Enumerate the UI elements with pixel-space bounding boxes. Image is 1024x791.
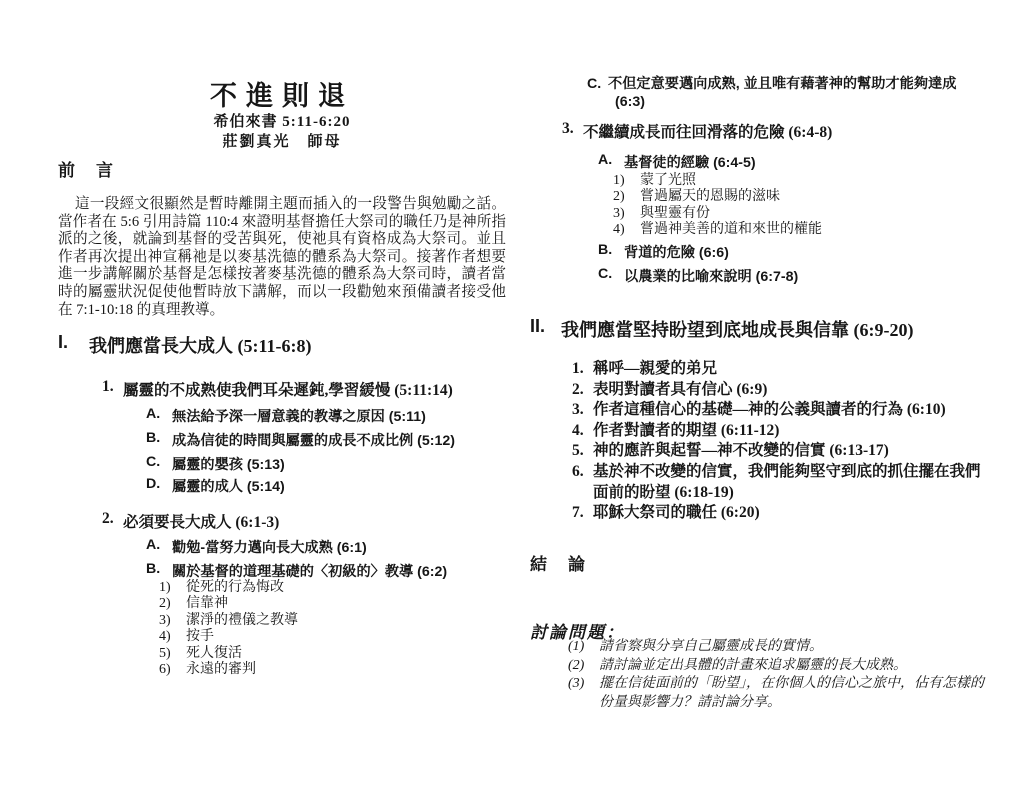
section-2-title: 我們應當堅持盼望到底地成長與信靠 (6:9-20) bbox=[561, 320, 914, 340]
outline-point bbox=[159, 613, 506, 629]
discussion-heading: 討論問題： bbox=[530, 623, 625, 642]
subitem-letter: D. bbox=[146, 476, 161, 492]
outline-item bbox=[572, 421, 992, 442]
section-2-label: II. bbox=[530, 316, 546, 336]
outline-item-2 bbox=[102, 510, 506, 532]
outline-item bbox=[572, 400, 992, 421]
outline-point bbox=[159, 662, 506, 678]
item-number: 3. bbox=[562, 120, 574, 137]
item-number: 3. bbox=[572, 401, 584, 419]
item-text: 神的應許與起誓—神不改變的信實 (6:13-17) bbox=[593, 442, 889, 460]
point-text: 信靠神 bbox=[186, 596, 228, 612]
outline-point bbox=[613, 206, 996, 222]
point-text: 嘗過神美善的道和來世的權能 bbox=[640, 222, 822, 238]
outline-subitem-1B bbox=[146, 430, 506, 450]
point-text: 按手 bbox=[186, 629, 214, 645]
subitem-letter: C. bbox=[587, 76, 602, 92]
section-2-heading bbox=[530, 316, 996, 342]
outline-point bbox=[613, 222, 996, 238]
point-number: 2) bbox=[613, 189, 625, 205]
subitem-text: 成為信徒的時間與屬靈的成長不成比例 (5:12) bbox=[172, 433, 455, 449]
item-text: 基於神不改變的信實，我們能夠堅守到底的抓住擺在我們面前的盼望 (6:18-19) bbox=[593, 462, 981, 501]
section-1-heading bbox=[58, 332, 506, 358]
point-number: 6) bbox=[159, 662, 171, 678]
outline-point bbox=[159, 646, 506, 662]
outline-subitem-2B bbox=[146, 561, 506, 581]
subitem-letter: A. bbox=[146, 537, 161, 553]
question-text: 請省察與分享自己屬靈成長的實情。 bbox=[599, 639, 823, 654]
point-number: 3) bbox=[159, 612, 171, 628]
subitem-text: 屬靈的嬰孩 (5:13) bbox=[172, 457, 285, 473]
question-text: 請討論並定出具體的計畫來追求屬靈的長大成熟。 bbox=[599, 657, 907, 673]
subitem-letter: C. bbox=[598, 266, 613, 282]
point-number: 1) bbox=[613, 173, 625, 188]
outline-points-2B bbox=[159, 580, 506, 678]
outline-subitem-2A bbox=[146, 537, 506, 557]
subitem-text: 不但定意要邁向成熟, 並且唯有藉著神的幫助才能夠達成 bbox=[608, 76, 957, 92]
question-text: 擺在信徒面前的「盼望」，在你個人的信心之旅中，佔有怎樣的份量與影響力？請討論分享。 bbox=[599, 676, 984, 710]
point-number: 4) bbox=[159, 629, 171, 645]
item-number: 6. bbox=[572, 462, 584, 480]
subitem-letter: B. bbox=[146, 561, 161, 577]
outline-points-3A bbox=[613, 173, 996, 239]
point-text: 潔淨的禮儀之教導 bbox=[186, 612, 298, 628]
point-number: 5) bbox=[159, 645, 171, 661]
item-number: 5. bbox=[572, 442, 584, 460]
outline-point bbox=[159, 596, 506, 612]
subitem-letter: A. bbox=[146, 406, 161, 422]
subitem-letter: C. bbox=[146, 454, 161, 470]
point-text: 死人復活 bbox=[186, 645, 242, 661]
item-number: 2. bbox=[102, 510, 114, 527]
item-text: 屬靈的不成熟使我們耳朵遲鈍,學習緩慢 (5:11:14) bbox=[123, 382, 453, 399]
outline-subitem-1D bbox=[146, 476, 506, 496]
preface-heading: 前 言 bbox=[58, 161, 115, 180]
point-number: 4) bbox=[613, 222, 625, 238]
item-text: 作者這種信心的基礎—神的公義與讀者的行為 (6:10) bbox=[593, 401, 946, 419]
section-1-title: 我們應當長大成人 (5:11-6:8) bbox=[89, 336, 312, 356]
outline-item bbox=[572, 503, 992, 524]
discussion-question bbox=[568, 638, 994, 657]
outline-subitem-2C-ref bbox=[615, 94, 996, 110]
outline-point bbox=[159, 629, 506, 645]
subitem-text: 無法給予深一層意義的教導之原因 (5:11) bbox=[172, 409, 426, 425]
subitem-letter: B. bbox=[146, 430, 161, 446]
item-text: 作者對讀者的期望 (6:11-12) bbox=[593, 421, 780, 439]
outline-point bbox=[613, 189, 996, 205]
verse-reference: (6:3) bbox=[615, 94, 645, 110]
point-text: 嘗過屬天的恩賜的滋味 bbox=[640, 189, 780, 205]
subitem-text: 基督徒的經驗 (6:4-5) bbox=[624, 155, 756, 171]
scripture-reference: 希伯來書 5:11-6:20 bbox=[213, 114, 351, 130]
question-number: (3) bbox=[568, 676, 585, 692]
outline-subitem-3A bbox=[598, 152, 996, 172]
subitem-text: 屬靈的成人 (5:14) bbox=[172, 479, 285, 495]
item-text: 不繼續成長而往回滑落的危險 (6:4-8) bbox=[583, 124, 833, 141]
discussion-questions bbox=[568, 638, 994, 712]
point-text: 與聖靈有份 bbox=[640, 205, 710, 221]
point-number: 3) bbox=[613, 205, 625, 221]
subitem-text: 以農業的比喻來說明 (6:7-8) bbox=[624, 269, 799, 285]
outline-item bbox=[572, 359, 992, 380]
discussion-question bbox=[568, 657, 994, 676]
outline-subitem-1C bbox=[146, 454, 506, 474]
discussion-question bbox=[568, 675, 994, 712]
subitem-letter: A. bbox=[598, 152, 613, 168]
outline-item bbox=[572, 380, 992, 401]
item-number: 7. bbox=[572, 504, 584, 522]
outline-subitem-3C bbox=[598, 266, 996, 286]
outline-subitem-2C bbox=[587, 74, 996, 94]
conclusion-heading: 結 論 bbox=[530, 555, 587, 574]
item-text: 必須要長大成人 (6:1-3) bbox=[123, 514, 280, 531]
point-text: 從死的行為悔改 bbox=[186, 580, 284, 595]
page-title: 不進則退 bbox=[210, 81, 354, 111]
section-2-list bbox=[572, 359, 992, 524]
preface-paragraph: 這一段經文很顯然是暫時離開主題而插入的一段警告與勉勵之話。當作者在 5:6 引用詩篇 110:4 來證明基督擔任大祭司的職任乃是神所指派的之後，就論到基督的受苦與死，使祂具有資格成為大祭司。並且作者再次提出神宣稱祂是以麥基洗德的體系為大祭司。接著作者想要進一步講解關於基督是怎樣按著麥基洗德的體系為大祭司時，讀者當時的屬靈狀況促使他暫時放下講解，而以一段勸勉來預備讀者接受他在 7:1-10:18 的真理教導。 bbox=[58, 196, 506, 318]
outline-item-1 bbox=[102, 378, 506, 400]
item-number: 1. bbox=[102, 378, 114, 395]
point-text: 永遠的審判 bbox=[186, 662, 256, 678]
subitem-text: 關於基督的道理基礎的〈初級的〉教導 (6:2) bbox=[172, 564, 448, 580]
outline-item bbox=[572, 462, 992, 503]
author-line: 莊劉真光 師母 bbox=[222, 134, 342, 150]
outline-point bbox=[613, 173, 996, 189]
item-number: 2. bbox=[572, 380, 584, 398]
outline-item bbox=[572, 441, 992, 462]
point-text: 蒙了光照 bbox=[640, 173, 696, 188]
outline-point bbox=[159, 580, 506, 596]
outline-item-3 bbox=[562, 120, 996, 142]
question-number: (2) bbox=[568, 657, 585, 673]
outline-subitem-3B bbox=[598, 242, 996, 262]
item-text: 表明對讀者具有信心 (6:9) bbox=[593, 380, 768, 398]
subitem-text: 背道的危險 (6:6) bbox=[624, 245, 729, 261]
item-number: 1. bbox=[572, 360, 584, 377]
section-1-label: I. bbox=[58, 332, 69, 352]
subitem-letter: B. bbox=[598, 242, 613, 258]
subitem-text: 勸勉-當努力邁向長大成熟 (6:1) bbox=[172, 540, 367, 556]
item-number: 4. bbox=[572, 421, 584, 439]
question-number: (1) bbox=[568, 639, 585, 654]
point-number: 2) bbox=[159, 596, 171, 612]
item-text: 稱呼—親愛的弟兄 bbox=[593, 360, 718, 377]
outline-subitem-1A bbox=[146, 406, 506, 426]
point-number: 1) bbox=[159, 580, 171, 595]
item-text: 耶穌大祭司的職任 (6:20) bbox=[593, 504, 760, 522]
